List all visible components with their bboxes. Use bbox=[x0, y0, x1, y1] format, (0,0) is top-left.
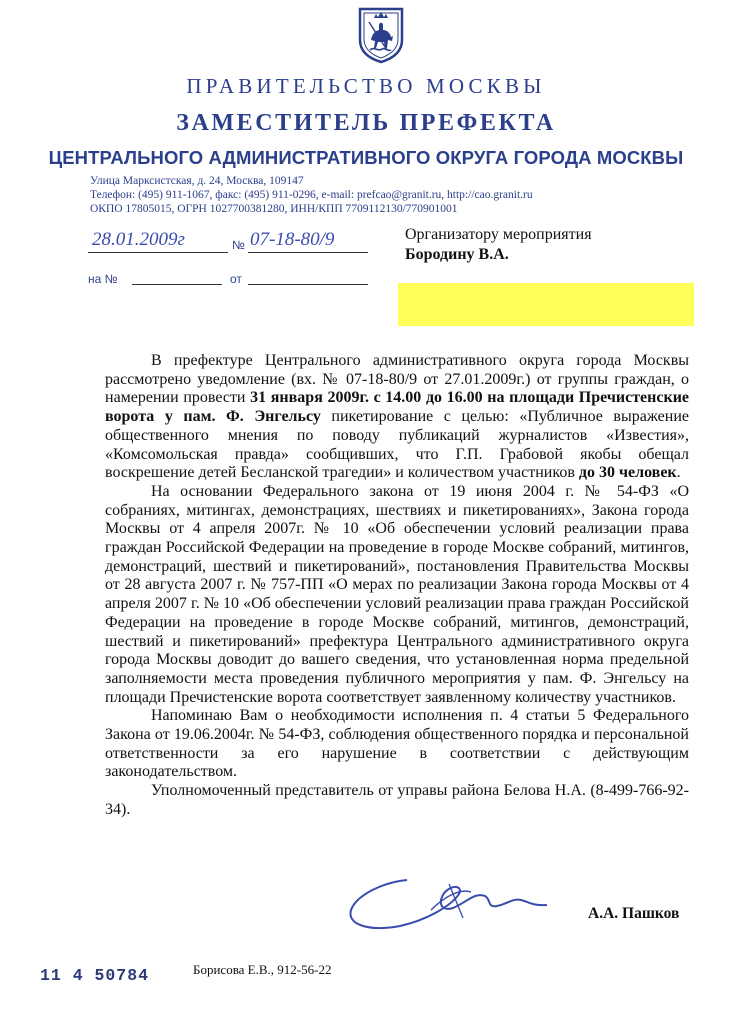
codes-line: ОКПО 17805015, ОГРН 1027700381280, ИНН/КПП 7709112130/770901001 bbox=[90, 203, 458, 215]
registry-number-label: № bbox=[232, 238, 245, 252]
address-line: Улица Марксистская, д. 24, Москва, 109147 bbox=[90, 175, 304, 187]
stamp-number: 11 4 50784 bbox=[40, 966, 150, 985]
contact-block bbox=[90, 174, 533, 216]
reply-date-label: от bbox=[230, 272, 242, 286]
executor-line: Борисова Е.В., 912-56-22 bbox=[193, 962, 332, 977]
reply-number-underline bbox=[132, 284, 222, 285]
letter-body bbox=[105, 352, 689, 820]
registry-number: 07-18-80/9 bbox=[250, 229, 335, 250]
phone-line: Телефон: (495) 911-1067, факс: (495) 911-0296, e-mail: prefcao@granit.ru, http://cao.granit.ru bbox=[90, 189, 533, 201]
handwritten-signature bbox=[345, 872, 560, 942]
moscow-coat-of-arms-icon bbox=[357, 6, 405, 64]
district-title: ЦЕНТРАЛЬНОГО АДМИНИСТРАТИВНОГО ОКРУГА ГОРОДА МОСКВЫ bbox=[48, 147, 684, 168]
signatory-name: А.А. Пашков bbox=[588, 905, 680, 922]
recipient-block bbox=[405, 225, 592, 265]
redaction-highlight bbox=[398, 283, 694, 326]
reply-date-underline bbox=[248, 284, 368, 285]
paragraph-4: Уполномоченный представитель от управы района Белова Н.А. (8-499-766-92-34). bbox=[105, 782, 689, 818]
number-underline bbox=[248, 252, 368, 253]
paragraph-1: В префектуре Центрального административного округа города Москвы рассмотрено уведомление (вх. № 07-18-80/9 от 27.01.2009г.) от группы граждан, о намерении провести 31 января 2009г. с 14.00 до 16.00 на площади Пречистенские ворота у пам. Ф. Энгельсу пикетирование с целью: «Публичное выражение общественного мнения по поводу публикаций журналистов «Известия», «Комсомольская правда» сообщивших, что Г.П. Грабовой якобы обещал воскрешение детей Бесланской трагедии» и количеством участников до 30 человек. bbox=[105, 352, 690, 482]
registry-date: 28.01.2009г bbox=[92, 229, 185, 250]
paragraph-2: На основании Федерального закона от 19 июня 2004 г. № 54-ФЗ «О собраниях, митингах, демонстрациях, шествиях и пикетированиях», Закона города Москвы от 4 апреля 2007г. № 10 «Об обеспечении условий реализации права граждан Российской Федерации на проведение в городе Москве собраний, митингов, демонстраций, шествий и пикетирований», постановления Правительства Москвы от 28 августа 2007 г. № 757-ПП «О мерах по реализации Закона города Москвы от 4 апреля 2007 г. № 10 «Об обеспечении условий реализации права граждан Российской Федерации на проведение в городе Москве собраний, митингов, демонстраций, шествий и пикетирований» префектура Центрального административного округа города Москвы доводит до вашего сведения, что установленная норма предельной заполняемости места проведения публичного мероприятия у пам. Ф. Энгельсу на площади Пречистенские ворота соответствует заявленному количеству участников. bbox=[105, 482, 689, 706]
reply-number-label: на № bbox=[88, 272, 118, 286]
government-title: ПРАВИТЕЛЬСТВО МОСКВЫ bbox=[186, 74, 546, 98]
date-underline bbox=[88, 252, 228, 253]
paragraph-3: Напоминаю Вам о необходимости исполнения п. 4 статьи 5 Федерального Закона от 19.06.2004г. № 54-ФЗ, соблюдения общественного порядка и персональной ответственности за его нарушение в соответствии с действующим законодательством. bbox=[105, 707, 689, 781]
recipient-role: Организатору мероприятия bbox=[405, 226, 592, 243]
position-title: ЗАМЕСТИТЕЛЬ ПРЕФЕКТА bbox=[176, 110, 556, 136]
recipient-name: Бородину В.А. bbox=[405, 246, 509, 263]
